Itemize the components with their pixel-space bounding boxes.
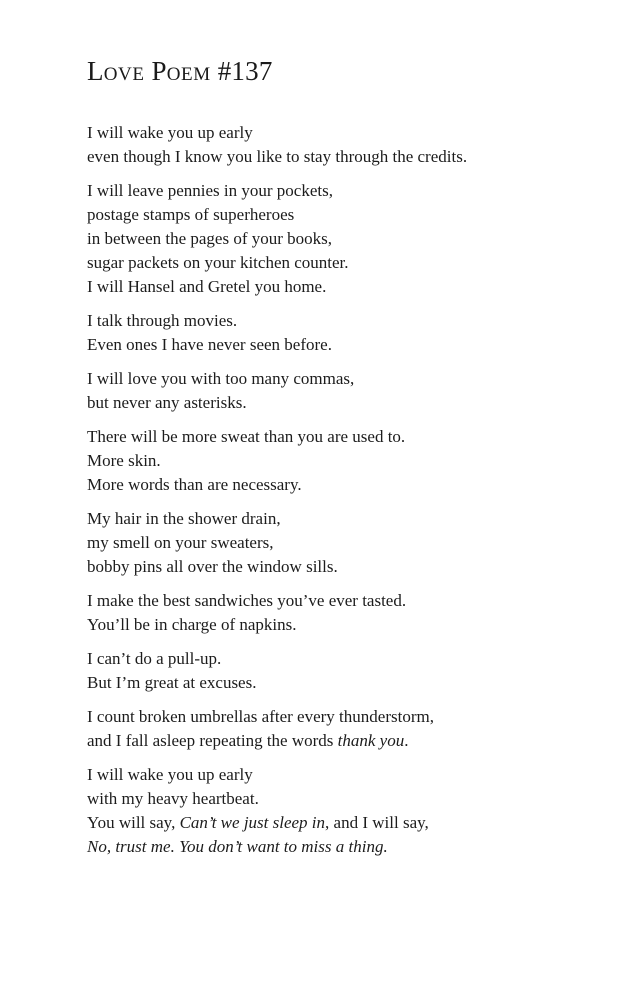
poem-line: I will love you with too many commas, bbox=[87, 369, 355, 388]
poem-line: My hair in the shower drain, bbox=[87, 509, 281, 528]
poem-title bbox=[87, 53, 273, 93]
poem-line: Even ones I have never seen before. bbox=[87, 335, 332, 354]
poem-line bbox=[87, 729, 607, 753]
italic-phrase: Can’t we just sleep in bbox=[179, 813, 326, 832]
line-fragment: You will say, bbox=[87, 813, 180, 832]
poem-line: but never any asterisks. bbox=[87, 393, 247, 412]
poem-line: postage stamps of superheroes bbox=[87, 205, 295, 224]
title-initial-p: P bbox=[151, 56, 167, 86]
stanza-1 bbox=[87, 121, 607, 169]
poem-line: my smell on your sweaters, bbox=[87, 533, 274, 552]
poem-line: More words than are necessary. bbox=[87, 475, 302, 494]
stanza-7 bbox=[87, 589, 607, 637]
poem-line bbox=[87, 835, 607, 859]
poem-line: sugar packets on your kitchen counter. bbox=[87, 253, 349, 272]
title-rest-ove: OVE bbox=[103, 64, 145, 85]
stanza-10 bbox=[87, 763, 607, 859]
italic-phrase: No, trust me. You don’t want to miss a thing. bbox=[87, 837, 388, 856]
poem-line: I will wake you up early bbox=[87, 123, 253, 142]
poem-line: There will be more sweat than you are used to. bbox=[87, 427, 406, 446]
poem-line: You’ll be in charge of napkins. bbox=[87, 615, 297, 634]
title-initial-l: L bbox=[87, 56, 104, 86]
poem-body bbox=[87, 121, 607, 869]
line-fragment: . bbox=[404, 731, 409, 750]
poem-line: I can’t do a pull-up. bbox=[87, 649, 222, 668]
stanza-2 bbox=[87, 179, 607, 299]
italic-phrase: thank you bbox=[337, 731, 405, 750]
line-fragment: , and I will say, bbox=[325, 813, 429, 832]
line-fragment: and I fall asleep repeating the words bbox=[87, 731, 338, 750]
poem-line: bobby pins all over the window sills. bbox=[87, 557, 338, 576]
stanza-3 bbox=[87, 309, 607, 357]
poem-line: I will Hansel and Gretel you home. bbox=[87, 277, 327, 296]
poem-line: I make the best sandwiches you’ve ever tasted. bbox=[87, 591, 407, 610]
poem-line: But I’m great at excuses. bbox=[87, 673, 257, 692]
poem-line: with my heavy heartbeat. bbox=[87, 789, 259, 808]
stanza-9 bbox=[87, 705, 607, 753]
title-rest-oem: OEM bbox=[166, 64, 211, 85]
poem-line bbox=[87, 811, 607, 835]
stanza-8 bbox=[87, 647, 607, 695]
stanza-6 bbox=[87, 507, 607, 579]
poem-line: even though I know you like to stay through the credits. bbox=[87, 147, 468, 166]
poem-line: I will leave pennies in your pockets, bbox=[87, 181, 333, 200]
stanza-5 bbox=[87, 425, 607, 497]
title-number: #137 bbox=[217, 56, 273, 86]
poem-line: I count broken umbrellas after every thunderstorm, bbox=[87, 707, 434, 726]
poem-line: I will wake you up early bbox=[87, 765, 253, 784]
poem-line: I talk through movies. bbox=[87, 311, 238, 330]
stanza-4 bbox=[87, 367, 607, 415]
poem-line: in between the pages of your books, bbox=[87, 229, 333, 248]
poem-line: More skin. bbox=[87, 451, 161, 470]
